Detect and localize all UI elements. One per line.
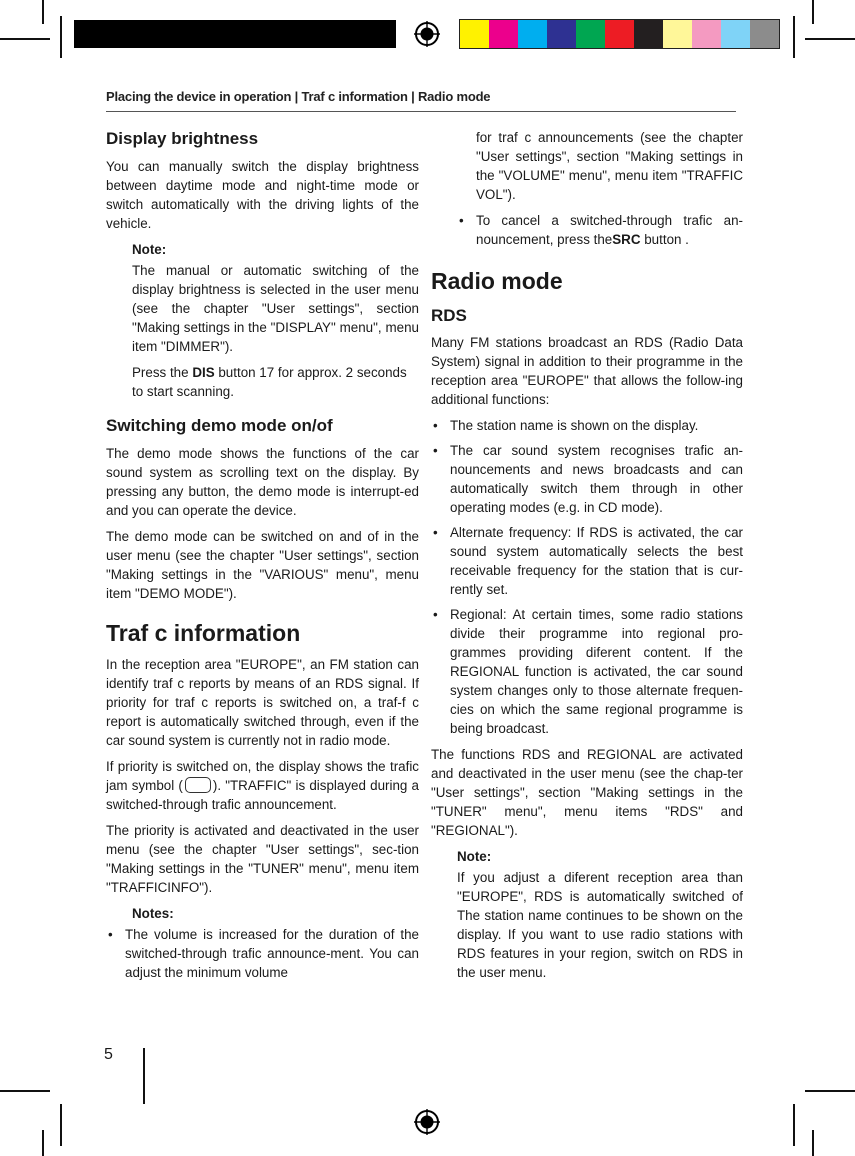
header-divider: [106, 111, 736, 112]
note-text: The manual or automatic switching of the display brightness is selected in the user menu (see the chapter "User settings", section "Making settings in the "DISPLAY" menu", menu item "DIMMER").: [132, 263, 419, 354]
crop-mark: [805, 38, 855, 40]
crop-mark: [0, 1090, 50, 1092]
list-item: • The car sound system recognises trafic an-nouncements and news broadcasts and can automatically switch them through in other operating modes (e.g. in CD mode).: [431, 441, 743, 517]
print-black-bar: [74, 20, 396, 48]
list-item: • The station name is shown on the display.: [431, 416, 743, 435]
crop-mark: [805, 1090, 855, 1092]
press-suffix: button 17 for approx. 2 seconds to start scanning.: [132, 365, 407, 399]
crop-mark: [812, 1130, 814, 1156]
chapter-title-traffic: Traf c information: [106, 620, 301, 646]
registration-mark-icon: [414, 1109, 440, 1135]
press-prefix: Press the: [132, 365, 189, 380]
list-item: [457, 211, 743, 249]
color-swatch: [692, 20, 721, 48]
cancel-text-post: button .: [640, 232, 689, 247]
color-swatch: [460, 20, 489, 48]
color-swatch: [634, 20, 663, 48]
note-label: Note:: [132, 242, 167, 257]
color-swatch: [547, 20, 576, 48]
note-block: [457, 847, 743, 982]
crop-mark: [42, 1130, 44, 1156]
paragraph: You can manually switch the display brightness between daytime mode and night-time mode or switch automatically with the driving lights of the vehicle.: [106, 159, 419, 231]
note-block: [132, 240, 419, 401]
section-title-demo-mode: Switching demo mode on/of: [106, 416, 333, 435]
list-item: • Alternate frequency: If RDS is activated, the car sound system automatically selects the best receivable frequency for the station that is cur-rently set.: [431, 523, 743, 599]
continued-note-text: for traf c announcements (see the chapter "User settings", section "Making settings in the "VOLUME" menu", menu item "TRAFFIC VOL").: [476, 130, 743, 202]
notes-list: [106, 925, 419, 982]
crop-mark: [793, 1104, 795, 1146]
color-swatch: [721, 20, 750, 48]
cancel-text-pre: To cancel a switched-through trafic an-nouncement, press the: [476, 213, 743, 247]
list-item: • Regional: At certain times, some radio stations divide their programme into regional pro-grammes providing diferent content. If the REGIONAL function is activated, the car sound system changes only to those alternate frequen-cies on which the same regional programme is being broadcast.: [431, 605, 743, 738]
notes-block: [132, 904, 419, 923]
right-column: [431, 128, 743, 989]
dis-key-label: DIS: [192, 365, 215, 380]
crop-mark: [42, 0, 44, 24]
traffic-jam-icon: [185, 777, 211, 793]
color-swatch: [750, 20, 779, 48]
paragraph: The priority is activated and deactivated in the user menu (see the chapter "User settings", sec-tion "Making settings in the "TUNER" menu", menu item "TRAFFICINFO").: [106, 823, 419, 895]
list-item: • The volume is increased for the duration of the switched-through trafic announce-ment. You can adjust the minimum volume: [106, 925, 419, 982]
notes-list-continued: [457, 211, 743, 249]
page-number: 5: [104, 1046, 113, 1063]
paragraph: In the reception area "EUROPE", an FM station can identify traf c reports by means of an RDS signal. If priority for traf c reports is switched on, a traf-f c report is automatically switched through, even if the car sound system is currently not in radio mode.: [106, 657, 419, 748]
press-dis-instruction: [132, 363, 419, 401]
crop-mark: [60, 1104, 62, 1146]
page-number-divider: [143, 1048, 145, 1104]
paragraph: Many FM stations broadcast an RDS (Radio Data System) signal in addition to their programme in the reception area "EUROPE" that allows the follow-ing additional functions:: [431, 335, 743, 407]
section-title-display-brightness: Display brightness: [106, 129, 259, 148]
src-key-label: SRC: [612, 232, 641, 247]
traffic-symbol-text-pre: If priority is switched on, the display shows the trafic jam symbol (: [106, 759, 419, 793]
registration-mark-icon: [414, 21, 440, 47]
color-swatch: [518, 20, 547, 48]
crop-mark: [60, 16, 62, 58]
rds-functions-list: [431, 416, 743, 738]
color-calibration-strip: [459, 19, 780, 49]
breadcrumb: Placing the device in operation | Traf c information | Radio mode: [106, 89, 491, 104]
paragraph: The demo mode can be switched on and of in the user menu (see the chapter "User settings", section "Making settings in the "VARIOUS" menu", menu item "DEMO MODE").: [106, 529, 419, 601]
crop-mark: [812, 0, 814, 24]
crop-mark: [0, 38, 50, 40]
note-text: If you adjust a diferent reception area than "EUROPE", RDS is automatically switched of The station name continues to be shown on the display. If you want to use radio stations with RDS features in your region, switch on RDS in the user menu.: [457, 870, 743, 980]
color-swatch: [605, 20, 634, 48]
color-swatch: [489, 20, 518, 48]
left-column: [106, 128, 419, 989]
traffic-symbol-text-post: ). "TRAFFIC" is displayed during a switched-through trafic announcement.: [106, 778, 419, 812]
color-swatch: [576, 20, 605, 48]
paragraph: The demo mode shows the functions of the car sound system as scrolling text on the display. By pressing any button, the demo mode is interrupt-ed and you can operate the device.: [106, 446, 419, 518]
paragraph: [106, 757, 419, 814]
crop-mark: [793, 16, 795, 58]
chapter-title-radio-mode: Radio mode: [431, 268, 563, 294]
color-swatch: [663, 20, 692, 48]
section-title-rds: RDS: [431, 306, 467, 325]
note-label: Note:: [457, 849, 492, 864]
notes-label: Notes:: [132, 906, 174, 921]
paragraph: The functions RDS and REGIONAL are activated and deactivated in the user menu (see the chap-ter "User settings", section "Making settings in the "TUNER" menu", menu items "RDS" and "REGIONAL").: [431, 747, 743, 838]
